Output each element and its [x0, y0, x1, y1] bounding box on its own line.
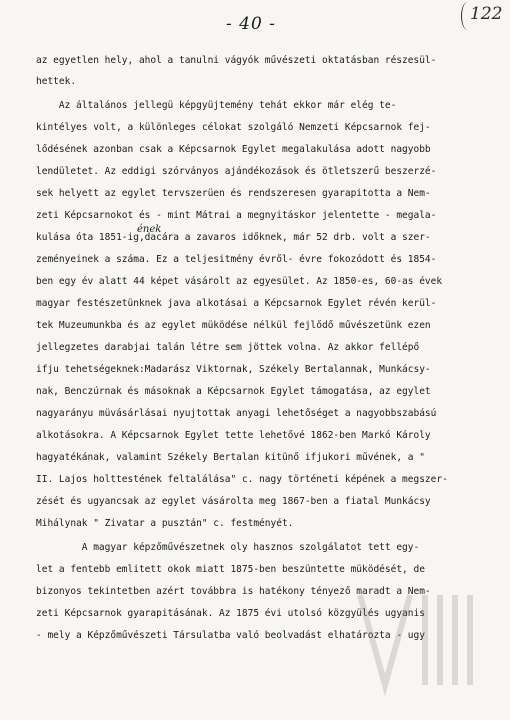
- text-line: zeti Képcsarnokot és - mint Mátrai a megnyitáskor jelentette - megala-: [36, 210, 437, 221]
- text-line: Az általános jellegü képgyüjtemény tehát ekkor már elég te-: [36, 100, 397, 111]
- text-line: hagyatékának, valamint Székely Bertalan kitünő ifjukori művének, a ": [36, 452, 425, 463]
- text-line: lődésének azonban csak a Képcsarnok Egylet megalakulása adott nagyobb: [36, 144, 431, 155]
- text-line: magyar festészetünknek java alkotásai a Képcsarnok Egylet révén kerül-: [36, 298, 437, 309]
- text-line: jellegzetes darabjai talán létre sem jöttek volna. Az akkor fellépő: [36, 342, 420, 353]
- text-line: lendületet. Az eddigi szórványos ajándékozások és ötletszerű beszerzé-: [36, 166, 437, 177]
- text-line: ifju tehetségeknek:Madarász Viktornak, Székely Bertalannak, Munkácsy-: [36, 364, 431, 375]
- text-line: A magyar képzőművészetnek oly hasznos szolgálatot tett egy-: [36, 542, 420, 553]
- archive-number: 122: [470, 4, 503, 24]
- text-line: zését és ugyancsak az egylet vásárolta meg 1867-ben a fiatal Munkácsy: [36, 496, 431, 507]
- text-line: - mely a Képzőművészeti Társulatba való beolvadást elhatározta - ugy: [36, 630, 425, 641]
- text-line: Mihálynak " Zivatar a pusztán" c. festményét.: [36, 518, 294, 529]
- text-line: nak, Benczúrnak és másoknak a Képcsarnok Egylet támogatása, az egylet: [36, 386, 431, 397]
- text-line: tek Muzeumunkba és az egylet müködése nélkül fejlődő művészetünk ezen: [36, 320, 431, 331]
- text-line: nagyarányu müvásárlásai nyujtottak anyagi lehetőséget a nagyobbszabású: [36, 408, 437, 419]
- text-line: zeményeinek a száma. Ez a teljesitmény évről- évre fokozódott és 1854-: [36, 254, 437, 265]
- text-line: bizonyos tekintetben azért továbbra is hatékony tényező maradt a Nem-: [36, 586, 431, 597]
- text-line: zeti Képcsarnok gyarapitásának. Az 1875 évi utolsó közgyülés ugyanis: [36, 608, 425, 619]
- text-line: alkotásokra. A Képcsarnok Egylet tette lehetővé 1862-ben Markó Károly: [36, 430, 431, 441]
- text-line: hettek.: [36, 76, 77, 87]
- watermark-logo-icon: [350, 575, 490, 705]
- text-line: II. Lajos holttestének feltalálása" c. nagy történeti képének a megszer-: [36, 474, 448, 485]
- text-line: sek helyett az egylet tervszerüen és rendszeresen gyarapitotta a Nem-: [36, 188, 431, 199]
- text-line: ben egy év alatt 44 képet vásárolt az egyesület. Az 1850-es, 60-as évek: [36, 276, 443, 287]
- text-line: kintélyes volt, a különleges célokat szolgáló Nemzeti Képcsarnok fej-: [36, 122, 431, 133]
- text-line: az egyetlen hely, ahol a tanulni vágyók művészeti oktatásban részesül-: [36, 55, 437, 66]
- text-line: let a fentebb emlitett okok miatt 1875-ben beszüntette müködését, de: [36, 564, 425, 575]
- text-line: kulása óta 1851-ig,dacára a zavaros időknek, már 52 drb. volt a szer-: [36, 232, 431, 243]
- page-number: - 40 -: [226, 14, 276, 34]
- handwritten-correction: ének: [137, 224, 162, 235]
